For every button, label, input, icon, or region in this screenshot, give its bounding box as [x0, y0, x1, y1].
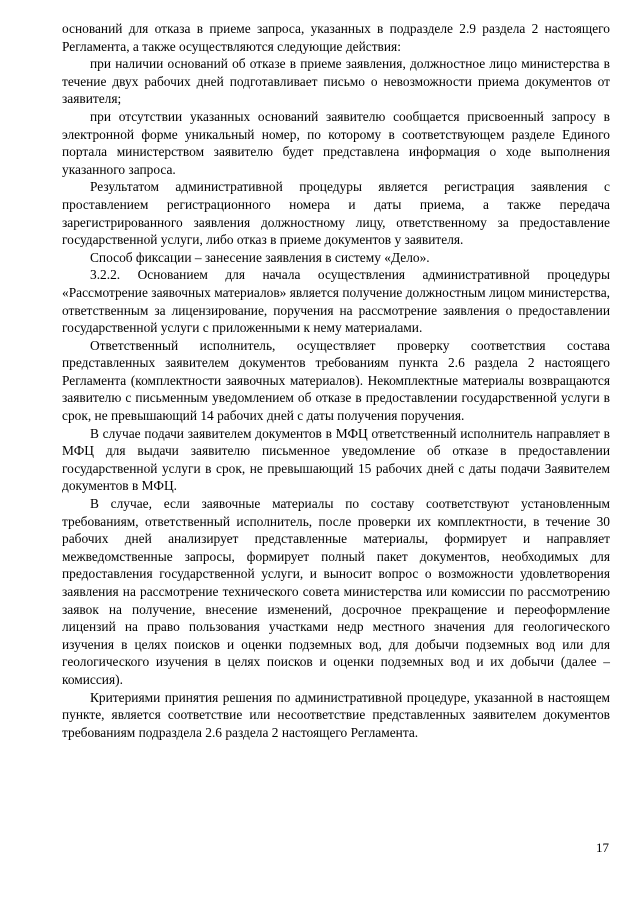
paragraph: В случае, если заявочные материалы по составу соответствуют установленным требованиям, ответственный исполнитель, после проверки их комплектности, в течение 30 рабочих дней анализирует представленные материалы, формирует и направляет межведомственные запросы, формирует полный пакет документов, необходимых для предоставления государственной услуги, и выносит вопрос о возможности удовлетворения заявления на рассмотрение технического совета министерства или комиссии по рассмотрению заявок на получение, внесение изменений, досрочное прекращение и переоформление лицензий на право пользования участками недр местного значения для геологического изучения в целях поисков и оценки подземных вод, для добычи подземных вод или для геологического изучения в целях поисков и оценки подземных вод и их добычи (далее – комиссия). — [62, 496, 610, 687]
paragraph: Критериями принятия решения по административной процедуре, указанной в настоящем пункте, является соответствие или несоответствие представленных заявителем документов требованиям подраздела 2.6 раздела 2 настоящего Регламента. — [62, 689, 610, 740]
paragraph: Результатом административной процедуры является регистрация заявления с проставлением регистрационного номера и даты приема, а также передача зарегистрированного заявления должностному лицу, ответственному за предоставление государственной услуги, либо отказ в приеме документов у заявителя. — [62, 179, 610, 248]
document-body — [62, 20, 610, 741]
paragraph: Способ фиксации – занесение заявления в систему «Дело». — [90, 249, 430, 265]
paragraph: оснований для отказа в приеме запроса, указанных в подразделе 2.9 раздела 2 настоящего Регламента, а также осуществляются следующие действия: — [62, 21, 610, 54]
paragraph: при наличии оснований об отказе в приеме заявления, должностное лицо министерства в течение двух рабочих дней подготавливает письмо о невозможности приема документов от заявителя; — [62, 56, 610, 107]
paragraph: при отсутствии указанных оснований заявителю сообщается присвоенный запросу в электронной форме уникальный номер, по которому в соответствующем разделе Единого портала министерством заявителю будет представлена информация о ходе выполнения указанного запроса. — [62, 108, 610, 177]
paragraph: Ответственный исполнитель, осуществляет проверку соответствия состава представленных заявителем документов требованиям пункта 2.6 раздела 2 настоящего Регламента (комплектности заявочных материалов). Некомплектные материалы возвращаются заявителю с письменным уведомлением об отказе в предоставлении государственной услуги в срок, не превышающий 14 рабочих дней с даты получения поручения. — [62, 337, 610, 424]
page-number: 17 — [596, 840, 609, 855]
paragraph: В случае подачи заявителем документов в МФЦ ответственный исполнитель направляет в МФЦ для выдачи заявителю письменное уведомление об отказе в предоставлении государственной услуги в срок, не превышающий 15 рабочих дней с даты подачи Заявителем документов в МФЦ. — [62, 425, 610, 494]
paragraph: 3.2.2. Основанием для начала осуществления административной процедуры «Рассмотрение заявочных материалов» является получение должностным лицом министерства, ответственным за лицензирование, поручения на рассмотрение заявления о предоставлении государственной услуги с приложенными к нему материалами. — [62, 267, 610, 336]
